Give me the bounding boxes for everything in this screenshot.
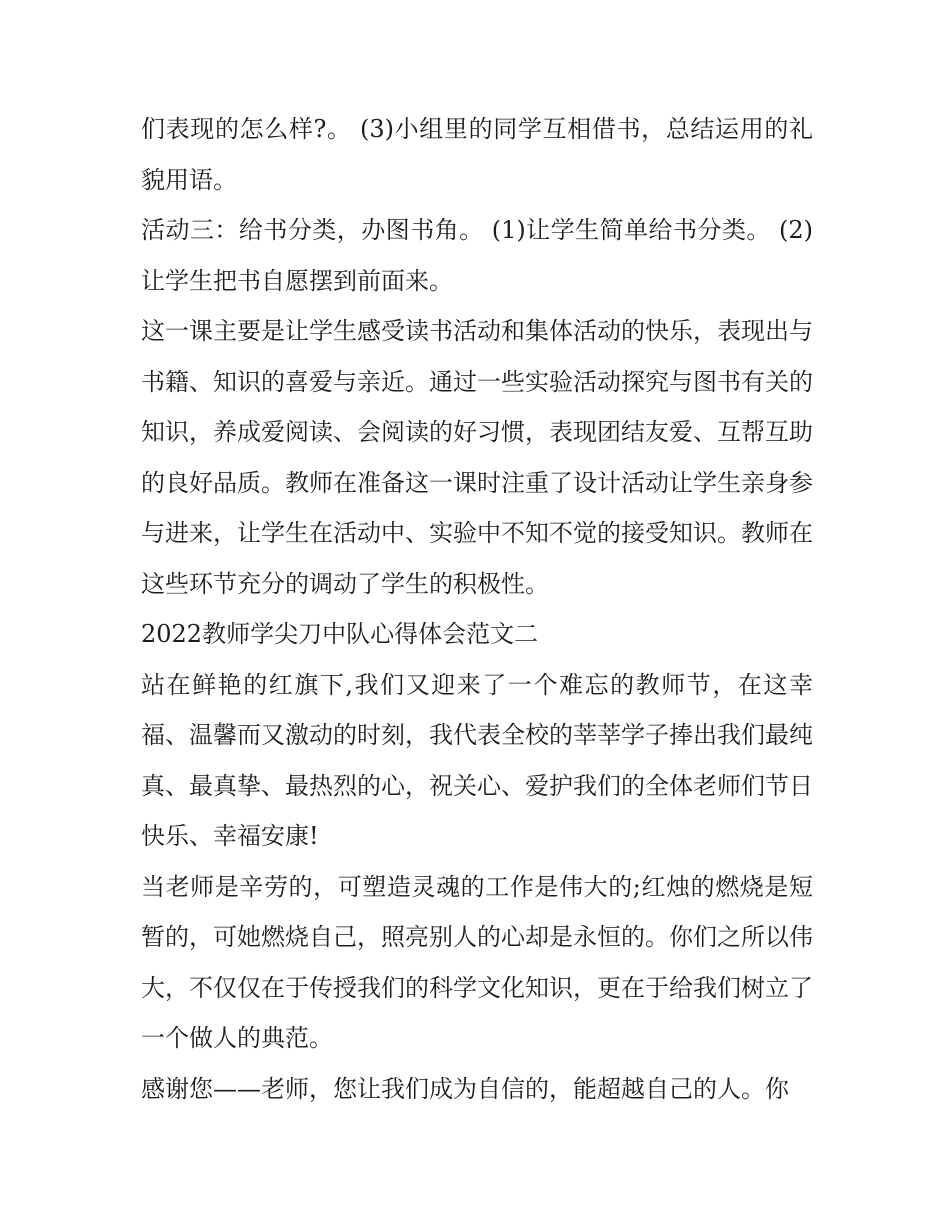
paragraph-6: 感谢您——老师，您让我们成为自信的，能超越自己的人。你: [141, 1074, 789, 1103]
paragraph-3: 这一课主要是让学生感受读书活动和集体活动的快乐，表现出与书籍、知识的喜爱与亲近。通过一些实验活动探究与图书有关的知识，养成爱阅读、会阅读的好习惯，表现团结友爱、互帮互助的良好品质。教师在准备这一课时注重了设计活动让学生亲身参与进来，让学生在活动中、实验中不知不觉的接受知识。教师在这些环节充分的调动了学生的积极性。: [141, 317, 813, 598]
paragraph-5: 当老师是辛劳的，可塑造灵魂的工作是伟大的;红烛的燃烧是短暂的，可她燃烧自己，照亮别人的心却是永恒的。你们之所以伟大，不仅仅在于传授我们的科学文化知识，更在于给我们树立了一个做人的典范。: [141, 872, 813, 1052]
document-body: [141, 104, 813, 1114]
paragraph-4: 站在鲜艳的红旗下,我们又迎来了一个难忘的教师节，在这幸福、温馨而又激动的时刻，我代表全校的莘莘学子捧出我们最纯真、最真挚、最热烈的心，祝关心、爱护我们的全体老师们节日快乐、幸福安康!: [141, 670, 813, 850]
section-heading: 2022教师学尖刀中队心得体会范文二: [141, 620, 539, 648]
paragraph-1: 们表现的怎么样?。 (3)小组里的同学互相借书，总结运用的礼貌用语。: [141, 115, 813, 194]
paragraph-2: 活动三：给书分类，办图书角。 (1)让学生简单给书分类。 (2)让学生把书自愿摆到前面来。: [141, 216, 813, 295]
